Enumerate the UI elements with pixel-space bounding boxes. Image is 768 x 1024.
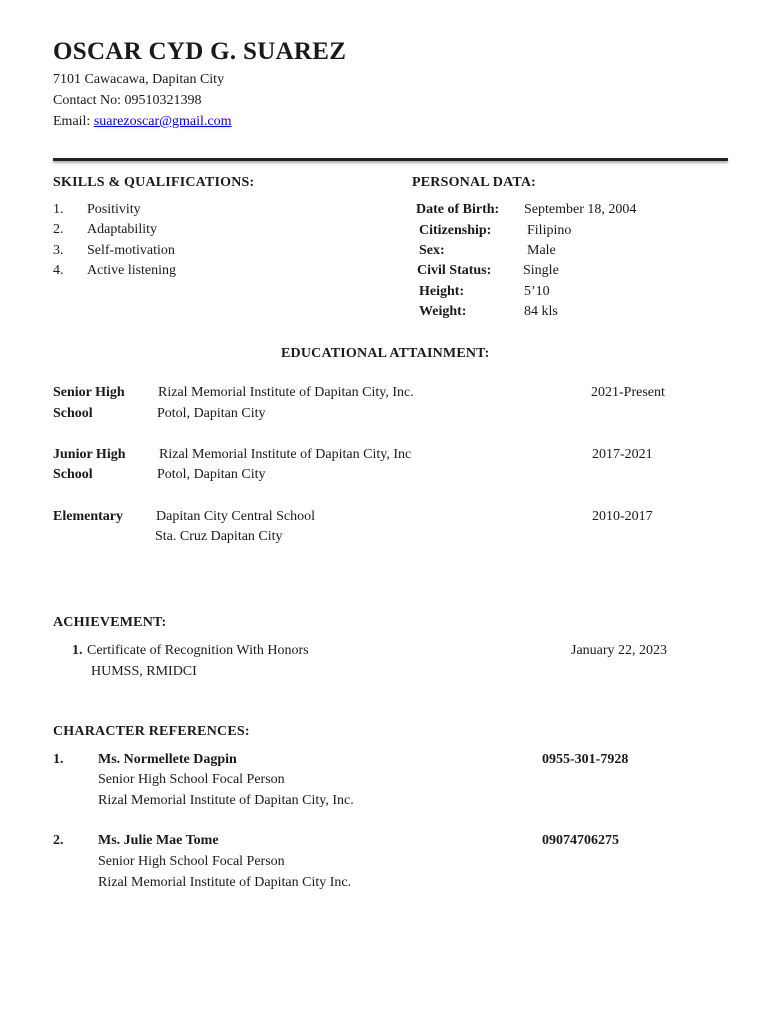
achievement-date: January 22, 2023 — [571, 643, 668, 658]
education-level: Junior High — [53, 447, 126, 462]
address-line: 7101 Cawacawa, Dapitan City — [53, 72, 225, 87]
school-name: Dapitan City Central School — [156, 509, 316, 524]
achievement-detail: HUMSS, RMIDCI — [91, 664, 197, 679]
skill-item: Positivity — [87, 202, 141, 217]
skill-number: 2. — [53, 222, 64, 237]
reference-role: Senior High School Focal Person — [98, 854, 285, 869]
skill-number: 1. — [53, 202, 64, 217]
height-value: 5’10 — [524, 284, 550, 299]
reference-phone: 0955-301-7928 — [542, 752, 629, 767]
reference-number: 1. — [53, 752, 64, 767]
reference-organization: Rizal Memorial Institute of Dapitan City, Inc. — [98, 793, 354, 808]
civil-status-label: Civil Status: — [417, 263, 492, 278]
references-heading: CHARACTER REFERENCES: — [53, 724, 250, 739]
height-label: Height: — [419, 284, 465, 299]
contact-number: Contact No: 09510321398 — [53, 93, 202, 108]
achievement-title: Certificate of Recognition With Honors — [87, 643, 309, 658]
birthdate-value: September 18, 2004 — [524, 202, 637, 217]
email-link[interactable]: suarezoscar@gmail.com — [93, 114, 232, 129]
education-level: School — [53, 467, 93, 482]
reference-name: Ms. Julie Mae Tome — [98, 833, 219, 848]
reference-number: 2. — [53, 833, 64, 848]
skill-item: Self-motivation — [87, 243, 175, 258]
school-location: Potol, Dapitan City — [157, 406, 266, 421]
email-label: Email: — [53, 114, 94, 129]
education-heading: EDUCATIONAL ATTAINMENT: — [281, 346, 490, 361]
email-line — [53, 112, 232, 132]
reference-role: Senior High School Focal Person — [98, 772, 285, 787]
school-location: Sta. Cruz Dapitan City — [155, 529, 283, 544]
school-name: Rizal Memorial Institute of Dapitan City, Inc — [159, 447, 412, 462]
school-location: Potol, Dapitan City — [157, 467, 266, 482]
birthdate-label: Date of Birth: — [416, 202, 500, 217]
weight-value: 84 kls — [524, 304, 558, 319]
school-name: Rizal Memorial Institute of Dapitan City, Inc. — [158, 385, 414, 400]
reference-phone: 09074706275 — [542, 833, 619, 848]
achievement-number: 1. — [72, 643, 83, 658]
reference-name: Ms. Normellete Dagpin — [98, 752, 237, 767]
applicant-name: OSCAR CYD G. SUAREZ — [53, 38, 347, 65]
header-divider — [53, 158, 728, 161]
skill-number: 3. — [53, 243, 64, 258]
school-years: 2021-Present — [591, 385, 665, 400]
personal-data-heading: PERSONAL DATA: — [412, 175, 537, 190]
civil-status-value: Single — [523, 263, 559, 278]
education-level: School — [53, 406, 93, 421]
citizenship-label: Citizenship: — [419, 223, 492, 238]
skill-number: 4. — [53, 263, 64, 278]
skills-heading: SKILLS & QUALIFICATIONS: — [53, 175, 255, 190]
reference-organization: Rizal Memorial Institute of Dapitan City Inc. — [98, 875, 352, 890]
weight-label: Weight: — [419, 304, 467, 319]
skill-item: Adaptability — [87, 222, 157, 237]
school-years: 2017-2021 — [592, 447, 653, 462]
education-level: Elementary — [53, 509, 123, 524]
skill-item: Active listening — [87, 263, 177, 278]
sex-value: Male — [527, 243, 556, 258]
sex-label: Sex: — [419, 243, 445, 258]
achievement-heading: ACHIEVEMENT: — [53, 615, 167, 630]
school-years: 2010-2017 — [592, 509, 653, 524]
education-level: Senior High — [53, 385, 125, 400]
citizenship-value: Filipino — [527, 223, 572, 238]
